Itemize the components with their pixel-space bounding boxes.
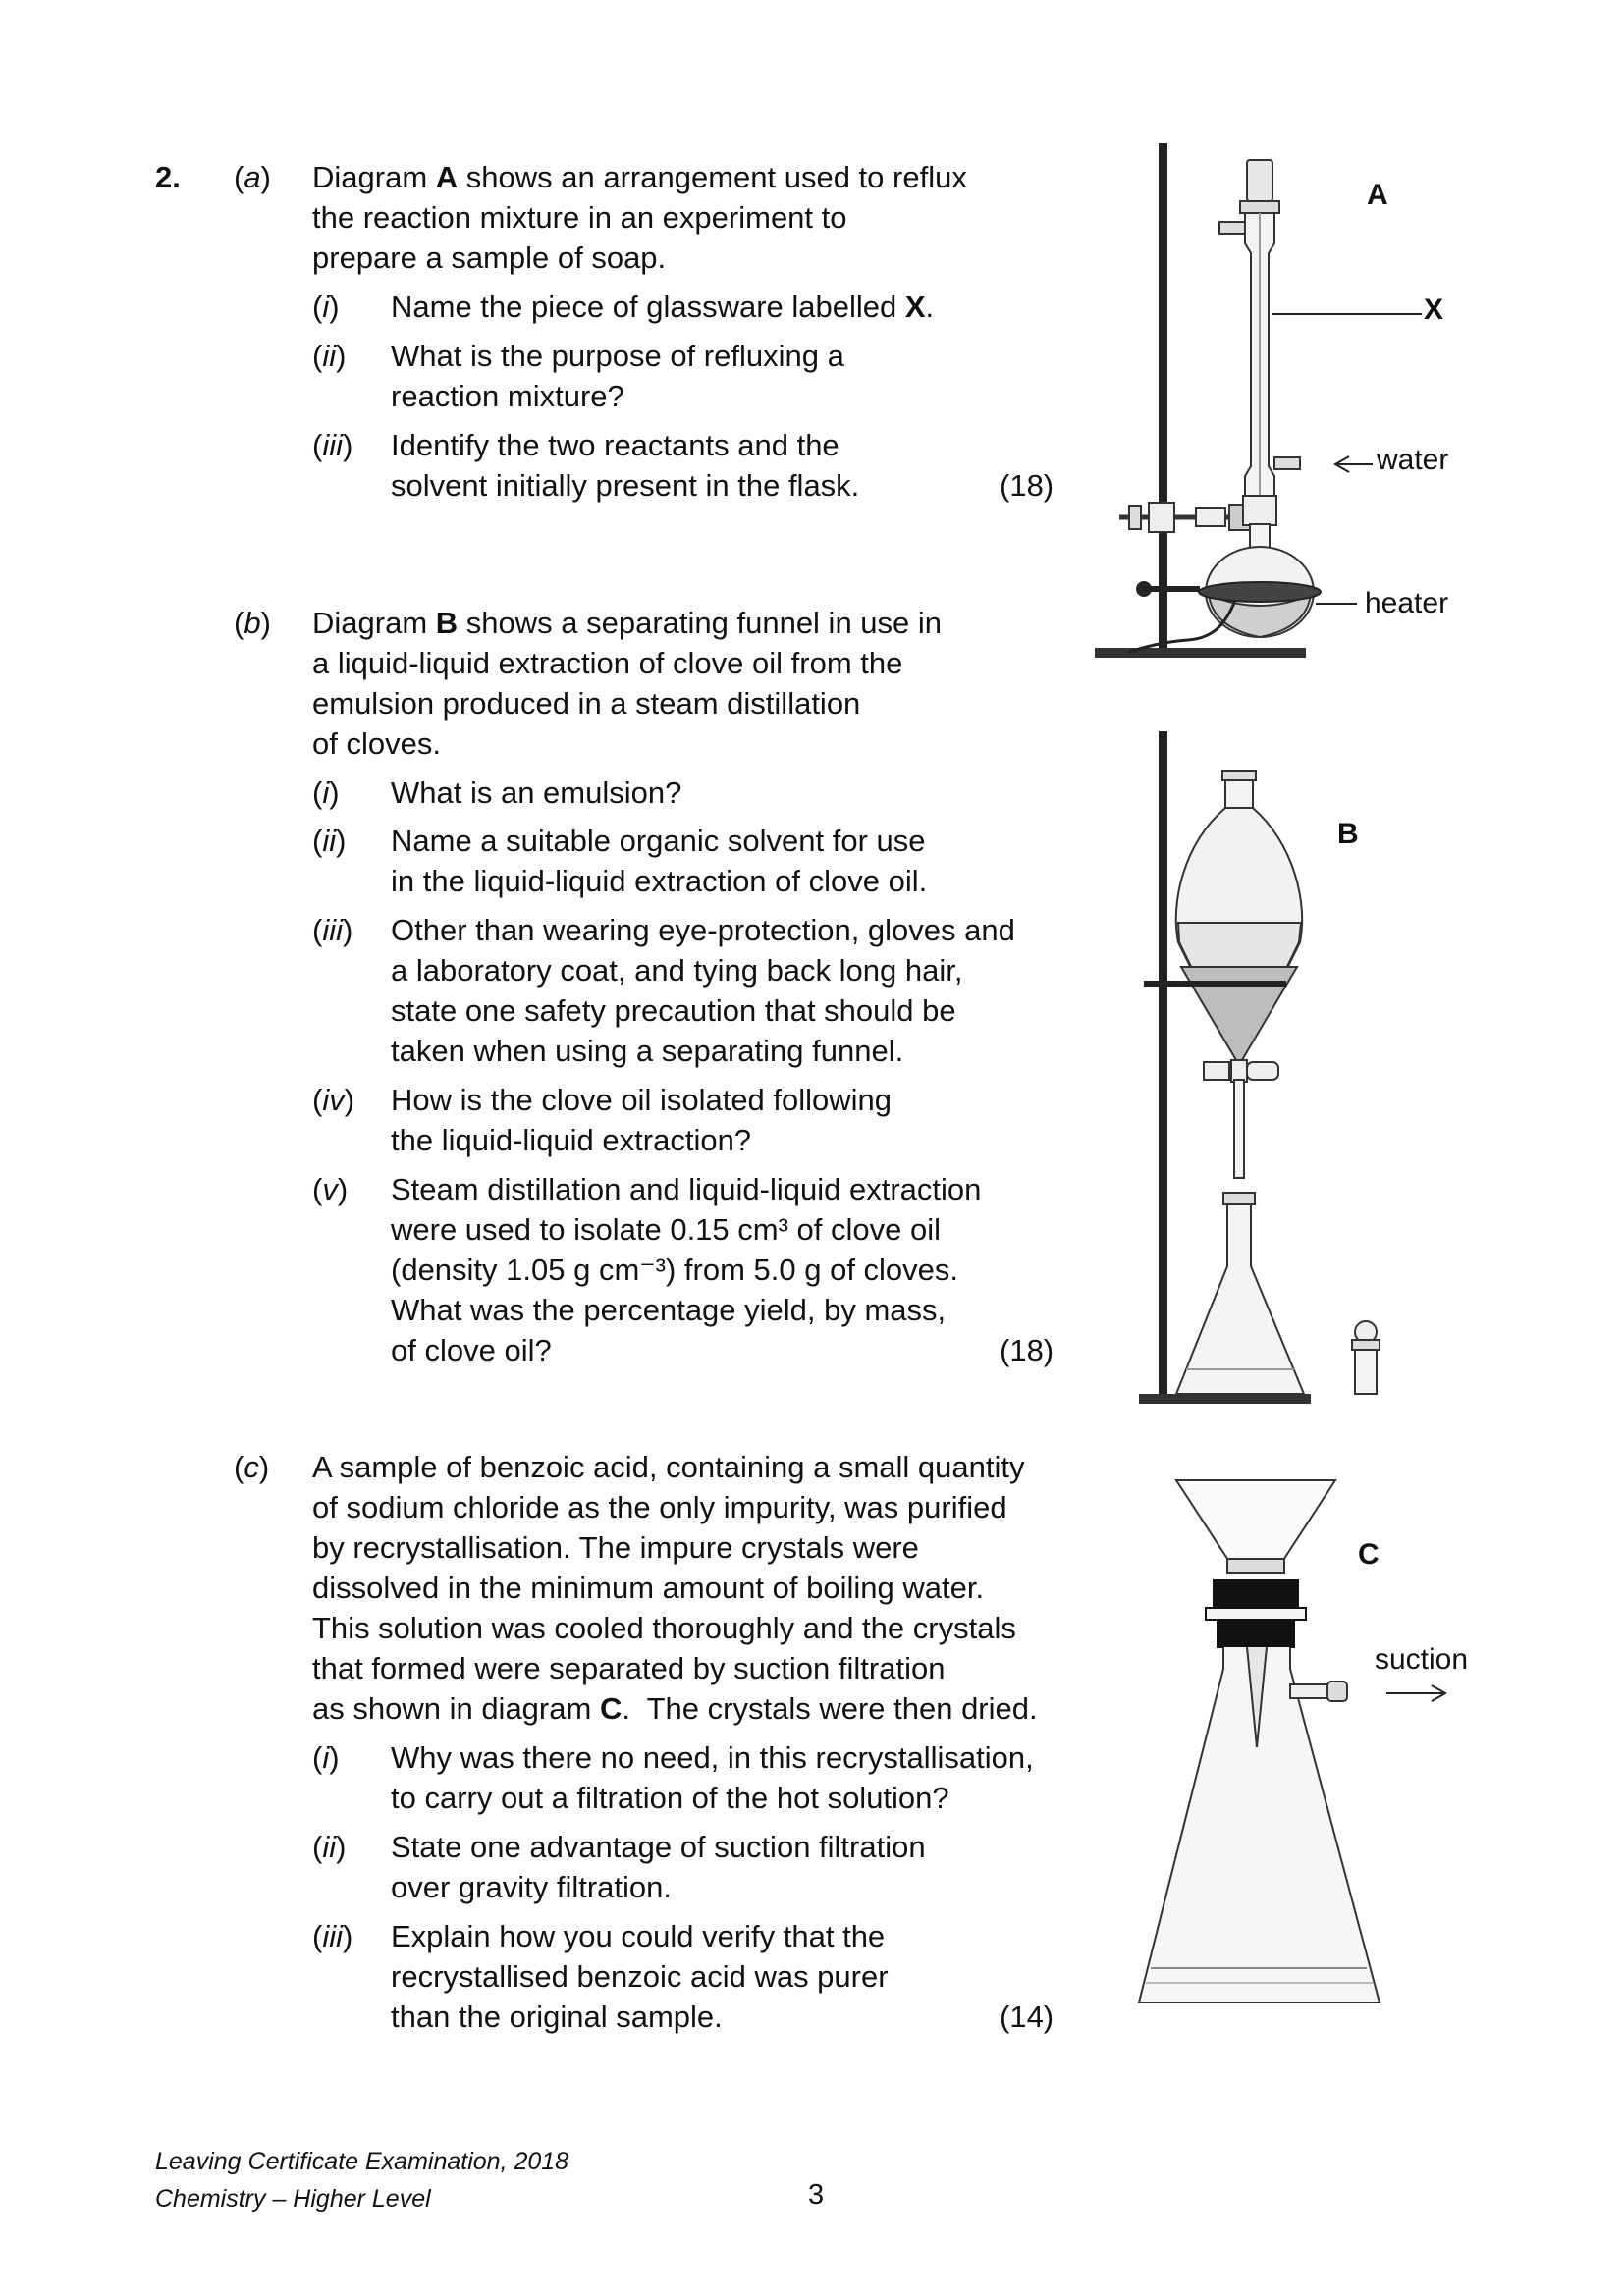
buchner-funnel	[1176, 1480, 1335, 1573]
part-c-intro-line-7: as shown in diagram C. The crystals were then dried.	[312, 1691, 1038, 1726]
part-b-intro-line-2: a liquid-liquid extraction of clove oil from the	[312, 646, 903, 680]
part-c-intro-line-3: by recrystallisation. The impure crystals were	[312, 1530, 919, 1565]
part-c-sub-i-line-2: to carry out a filtration of the hot solution?	[391, 1781, 949, 1815]
round-bottom-flask	[1206, 524, 1314, 637]
rubber-bung	[1206, 1580, 1306, 1647]
part-b-sub-ii-line-2: in the liquid-liquid extraction of clove oil.	[391, 864, 928, 898]
part-b-sub-v-line-1: Steam distillation and liquid-liquid extraction	[391, 1172, 982, 1206]
stopper	[1352, 1321, 1380, 1394]
part-c-intro-line-1: A sample of benzoic acid, containing a small quantity	[312, 1450, 1025, 1484]
diagram-c-label-suction: suction	[1375, 1643, 1469, 1676]
condenser	[1219, 160, 1300, 525]
part-b-sub-iv-line-2: the liquid-liquid extraction?	[391, 1123, 752, 1157]
retort-stand-base	[1095, 648, 1306, 658]
diagram-a-label-x: X	[1424, 294, 1444, 326]
part-a-marks: (18)	[1000, 468, 1055, 503]
part-b-sub-iii-line-3: state one safety precaution that should be	[391, 993, 956, 1028]
part-c-sub-iii-line-3: than the original sample.	[391, 2000, 723, 2034]
part-b-sub-iii-label: (iii)	[312, 913, 353, 947]
diagram-a-label-heater: heater	[1365, 587, 1449, 619]
separating-funnel	[1176, 771, 1302, 1178]
part-b-intro-line-1: Diagram B shows a separating funnel in use in	[312, 606, 943, 640]
part-c-intro-line-6: that formed were separated by suction filtration	[312, 1651, 946, 1685]
part-c-sub-iii-line-1: Explain how you could verify that the	[391, 1919, 886, 1953]
buchner-flask	[1139, 1647, 1380, 2002]
part-b-sub-i-line-1: What is an emulsion?	[391, 775, 682, 810]
footer-line-2: Chemistry – Higher Level	[155, 2185, 431, 2213]
part-c-sub-i-label: (i)	[312, 1740, 340, 1775]
diagram-a-letter: A	[1367, 179, 1388, 211]
part-a-sub-i-label: (i)	[312, 290, 340, 324]
diagram-c-letter: C	[1358, 1538, 1380, 1571]
part-b-sub-iii-line-1: Other than wearing eye-protection, gloves and	[391, 913, 1015, 947]
part-a-sub-iii-label: (iii)	[312, 428, 353, 462]
page-number: 3	[808, 2179, 825, 2211]
part-a-intro-line-3: prepare a sample of soap.	[312, 240, 667, 275]
part-a-sub-i-text: Name the piece of glassware labelled X.	[391, 290, 935, 324]
part-b-sub-i-label: (i)	[312, 775, 340, 810]
part-a-intro-line-1: Diagram A shows an arrangement used to reflux	[312, 160, 967, 194]
part-a-sub-ii-line-1: What is the purpose of refluxing a	[391, 339, 844, 373]
part-a-sub-iii-line-2: solvent initially present in the flask.	[391, 468, 860, 503]
part-c-sub-i-line-1: Why was there no need, in this recrystallisation,	[391, 1740, 1034, 1775]
retort-stand-rod	[1159, 731, 1167, 1399]
part-c-sub-ii-label: (ii)	[312, 1830, 347, 1864]
part-c-sub-ii-line-1: State one advantage of suction filtration	[391, 1830, 926, 1864]
part-a-label: (a)	[234, 160, 271, 194]
part-b-label: (b)	[234, 606, 271, 640]
part-b-sub-v-label: (v)	[312, 1172, 349, 1206]
part-a-sub-ii-line-2: reaction mixture?	[391, 379, 624, 413]
question-number: 2.	[155, 160, 181, 194]
part-b-sub-iii-line-4: taken when using a separating funnel.	[391, 1034, 904, 1068]
part-c-intro-line-2: of sodium chloride as the only impurity, was purified	[312, 1490, 1007, 1524]
diagram-c-buchner-flask	[1119, 1463, 1492, 2012]
part-a-intro-line-2: the reaction mixture in an experiment to	[312, 200, 847, 235]
diagram-a-label-water: water	[1377, 444, 1449, 476]
part-b-sub-iv-line-1: How is the clove oil isolated following	[391, 1083, 893, 1117]
footer-line-1: Leaving Certificate Examination, 2018	[155, 2148, 569, 2175]
retort-stand-base	[1139, 1394, 1311, 1404]
conical-flask	[1176, 1193, 1304, 1394]
part-c-sub-iii-line-2: recrystallised benzoic acid was purer	[391, 1959, 889, 1994]
part-b-intro-line-3: emulsion produced in a steam distillation	[312, 686, 861, 721]
part-c-sub-ii-line-2: over gravity filtration.	[391, 1870, 672, 1904]
part-c-intro-line-5: This solution was cooled thoroughly and the crystals	[312, 1611, 1016, 1645]
part-b-sub-v-line-4: What was the percentage yield, by mass,	[391, 1293, 947, 1327]
part-a-sub-iii-line-1: Identify the two reactants and the	[391, 428, 839, 462]
part-b-sub-ii-line-1: Name a suitable organic solvent for use	[391, 824, 926, 858]
part-b-sub-v-line-2: were used to isolate 0.15 cm³ of clove oil	[391, 1212, 941, 1247]
part-b-sub-v-line-3: (density 1.05 g cm⁻³) from 5.0 g of cloves.	[391, 1253, 959, 1287]
part-b-sub-iii-line-2: a laboratory coat, and tying back long hair,	[391, 953, 963, 988]
part-c-intro-line-4: dissolved in the minimum amount of boiling water.	[312, 1571, 985, 1605]
retort-stand-rod	[1159, 143, 1167, 652]
part-a-sub-ii-label: (ii)	[312, 339, 347, 373]
part-b-marks: (18)	[1000, 1333, 1055, 1367]
diagram-b-letter: B	[1337, 818, 1359, 850]
part-b-sub-iv-label: (iv)	[312, 1083, 355, 1117]
part-b-intro-line-4: of cloves.	[312, 726, 441, 761]
part-c-marks: (14)	[1000, 2000, 1055, 2034]
part-c-label: (c)	[234, 1450, 270, 1484]
part-b-sub-v-line-5: of clove oil?	[391, 1333, 552, 1367]
part-b-sub-ii-label: (ii)	[312, 824, 347, 858]
part-c-sub-iii-label: (iii)	[312, 1919, 353, 1953]
diagram-b-separating-funnel	[1129, 726, 1404, 1414]
